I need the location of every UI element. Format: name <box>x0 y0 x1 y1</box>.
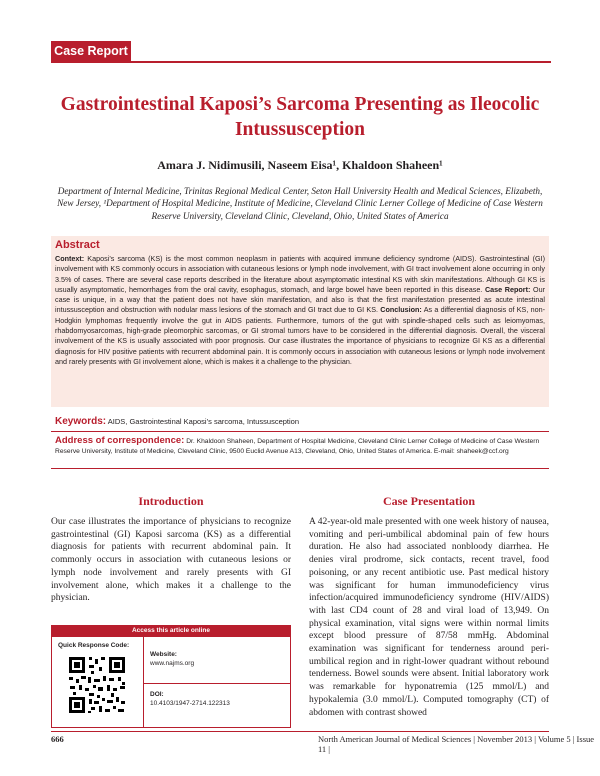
article-type-badge: Case Report <box>51 41 131 61</box>
qr-code-icon[interactable] <box>67 655 127 715</box>
case-presentation-heading: Case Presentation <box>382 494 476 508</box>
correspondence-text: Dr. Khaldoon Shaheen, Department of Hospital Medicine, Cleveland Clinic Lerner College of Medicine of Case Western Reserve University, Institute of Medicine, Cleveland Clinic, 9500 Euclid Avenue A13, Cleveland, Ohio, United States of America. E-mail: shaheek@ccf.org <box>55 438 540 455</box>
correspondence-label: Address of correspondence: <box>55 435 185 446</box>
conclusion-label: Conclusion: <box>380 305 422 315</box>
abstract-heading: Abstract <box>55 239 100 251</box>
access-box-heading: Access this article online <box>51 625 291 637</box>
page-number: 666 <box>51 734 64 744</box>
abstract-text <box>55 254 545 367</box>
access-box-divider-h <box>143 683 291 684</box>
conclusion-text: As a differential diagnosis of KS, non-Hodgkin lymphomas frequently involve the gut in AIDS patients. Furthermore, tumors of the gut with spindle-shaped cells such as leiomyomas, rhabdomyosarcomas, high-grade pleomorphic sarcomas, or GI stromal tumors have to be considered in the differential diagnosis. Overall, the visceral involvement of the KS is usually associated with poor prognosis. Our case illustrates the importance of physicians to recognize GI KS as a differential diagnosis for HIV positive patients with recurrent abdominal pain. It is commonly occurs in association with cutaneous lesions or lymph node involvement and rarely presents with GI involvement alone, which is makes it a challenge to the physician. <box>55 305 545 366</box>
keywords-label: Keywords: <box>55 416 107 427</box>
introduction-heading: Introduction <box>138 494 204 508</box>
qr-label: Quick Response Code: <box>58 642 130 649</box>
case-report-text: Our case is unique, in a way that the patient does not have skin manifestation, and also is that the first manifestation presented as acute intestinal intussusception and obstruction with nodular mass lesions of the stomach and GI tract due to GI KS. <box>55 284 545 315</box>
website-label: Website: <box>150 651 177 658</box>
correspondence-rule <box>51 468 549 469</box>
website-link[interactable]: www.najms.org <box>150 660 195 667</box>
keywords <box>55 416 549 427</box>
affiliations: Department of Internal Medicine, Trinitas Regional Medical Center, Seton Hall University Health and Medical Sciences, Elizabeth, New Jersey, ¹Department of Hospital Medicine, Institute of Medicine, Cleveland Clinic Lerner College of Medicine of Case Western Reserve University, Cleveland Clinic, Cleveland, Ohio, United States of America <box>57 186 543 221</box>
keywords-text: AIDS, Gastrointestinal Kaposi’s sarcoma, Intussusception <box>107 417 299 426</box>
header-rule <box>51 61 551 63</box>
keywords-rule <box>51 431 549 432</box>
introduction-text: Our case illustrates the importance of physicians to recognize gastrointestinal (GI) Kaposi sarcoma (KS) as a differential diagnosis for patients with recurrent abdominal pain. It commonly occurs in association with cutaneous lesions or lymph node involvement and rarely presents with GI involvement alone, which makes it a challenge to the physician. <box>51 517 291 604</box>
context-label: Context: <box>55 254 85 263</box>
footer-rule <box>51 731 549 732</box>
context-text: Kaposi’s sarcoma (KS) is the most common neoplasm in patients with acquired immune deficiency syndrome (AIDS). Gastrointestinal (GI) involvement with KS commonly occurs in association with cutaneous lesions or lymph node involvement, with GI tract involvement alone occurring in only 3.5% of cases. There are several case reports described in the literature about asymptomatic intestinal KS with skin manifestations. Although GI KS is usually asymptomatic, hemorrhages from the oral cavity, esophagus, stomach, and large bowel have been reported in this disease. <box>55 254 546 294</box>
authors: Amara J. Nidimusili, Naseem Eisa¹, Khaldoon Shaheen¹ <box>157 158 443 172</box>
article-title: Gastrointestinal Kaposi’s Sarcoma Presenting as Ileocolic Intussusception <box>60 94 540 140</box>
doi-label: DOI: <box>150 691 164 698</box>
case-report-label: Case Report: <box>484 284 531 294</box>
correspondence <box>55 436 549 456</box>
doi-link[interactable]: 10.4103/1947-2714.122313 <box>150 700 230 707</box>
case-presentation-text: A 42-year-old male presented with one week history of nausea, vomiting and peri-umbilical abdominal pain of few hours duration. He also had associated nonbloody diarrhea. He denies viral prodrome, sick contacts, recent travel, food poisoning, or any recent antibiotic use. Past medical history was significant for human immunodeficiency virus infection/acquired immunodeficiency syndrome (HIV/AIDS) with last CD4 count of 28 and viral load of 13,949. On physical examination, vital signs were within normal limits except blood pressure of 87/58 mmHg. Abdominal examination was significant for tenderness around peri-umbilical region and in right-lower quadrant without rebound tenderness. Bowel sounds were absent. Initial laboratory work was remarkable for hyponatremia (125 mmol/L) and hypokalemia (3.0 mmol/L). Computed tomography (CT) of abdomen with contrast showed <box>309 517 549 718</box>
journal-footer: North American Journal of Medical Sciences | November 2013 | Volume 5 | Issue 11 | <box>318 734 595 754</box>
